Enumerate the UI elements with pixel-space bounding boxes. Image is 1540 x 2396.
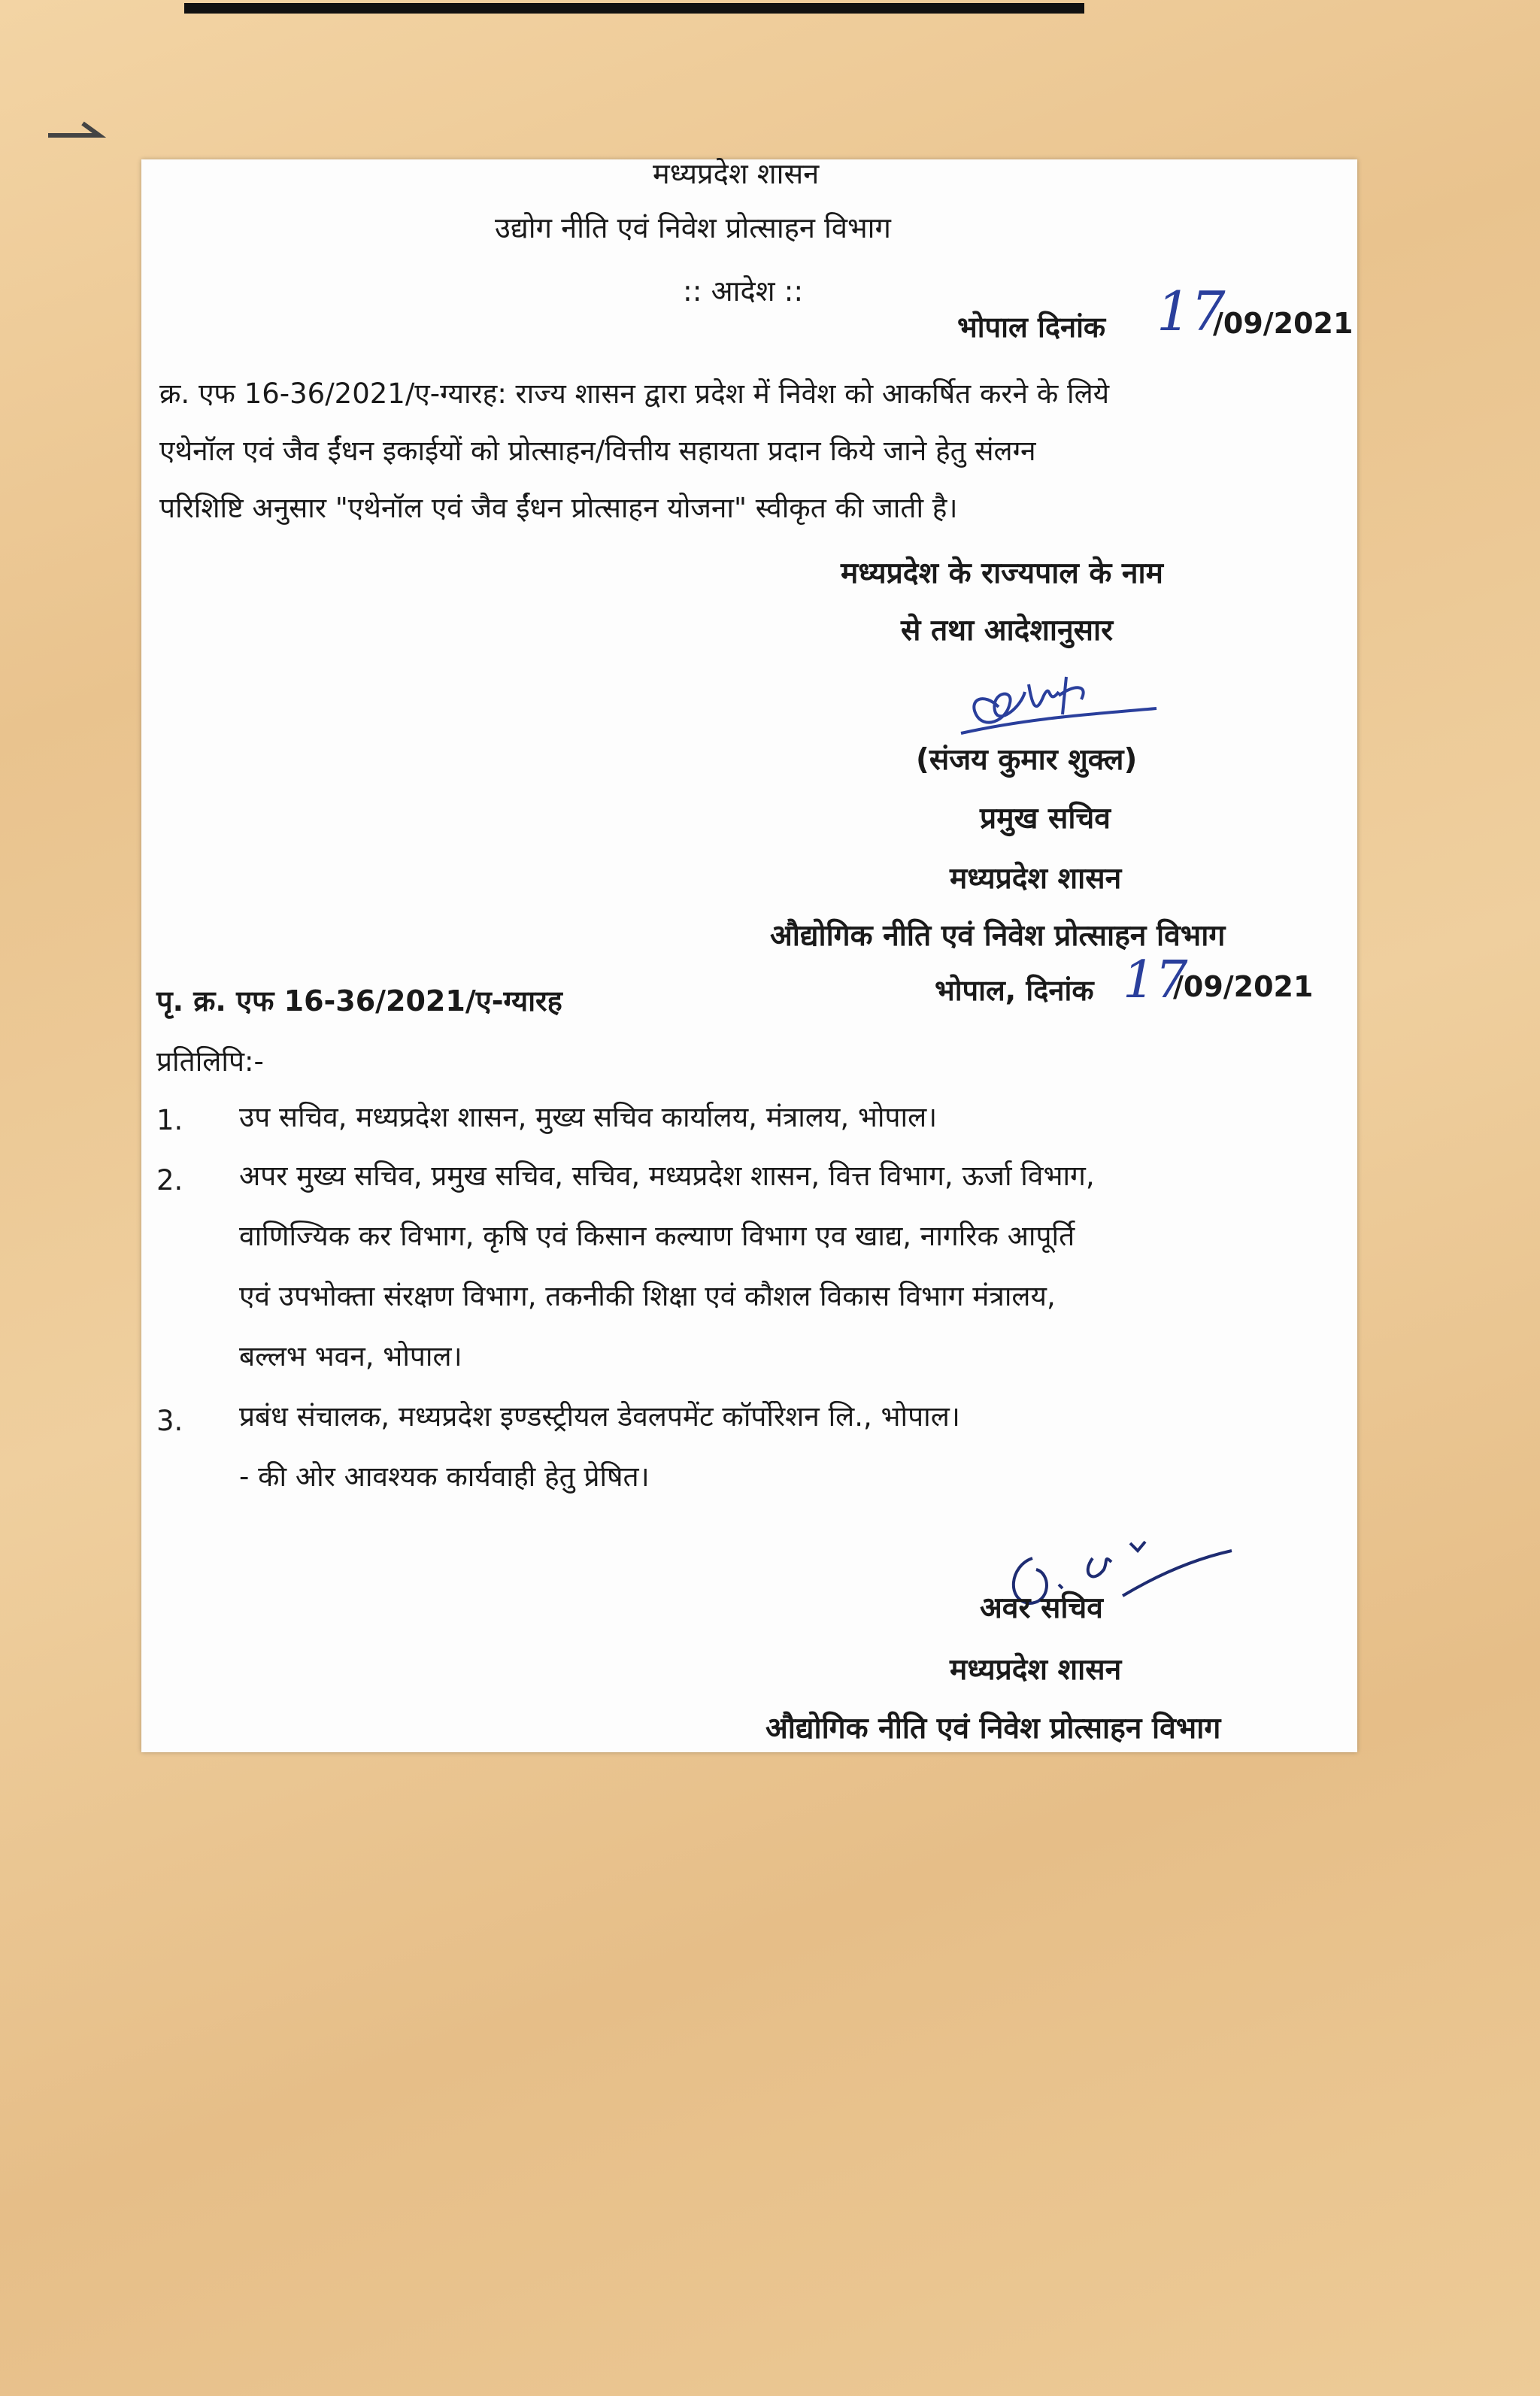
order-text-line-3: परिशिष्टि अनुसार "एथेनॉल एवं जैव ईंधन प्रोत्साहन योजना" स्वीकृत की जाती है। bbox=[159, 492, 958, 524]
copy-item-3-number: 3. bbox=[156, 1405, 183, 1437]
endorsement-ref: पृ. क्र. एफ 16-36/2021/ए-ग्यारह bbox=[156, 984, 562, 1018]
copy-item-2-line-1: अपर मुख्य सचिव, प्रमुख सचिव, सचिव, मध्यप्रदेश शासन, वित्त विभाग, ऊर्जा विभाग, bbox=[239, 1160, 1095, 1192]
corner-mark-icon bbox=[47, 120, 107, 143]
order-text-line-2: एथेनॉल एवं जैव ईंधन इकाईयों को प्रोत्साहन/वित्तीय सहायता प्रदान किये जाने हेतु संलग्न bbox=[159, 435, 1036, 467]
order-document bbox=[141, 159, 1357, 1752]
copy-item-2-number: 2. bbox=[156, 1164, 183, 1196]
order-date-year: /09/2021 bbox=[1213, 307, 1354, 340]
signatory2-department: औद्योगिक नीति एवं निवेश प्रोत्साहन विभाग bbox=[765, 1712, 1221, 1745]
signatory1-name: (संजय कुमार शुक्ल) bbox=[916, 743, 1138, 777]
signatory1-date-year: /09/2021 bbox=[1173, 970, 1314, 1003]
copy-item-2-line-2: वाणिज्यिक कर विभाग, कृषि एवं किसान कल्याण विभाग एव खाद्य, नागरिक आपूर्ति bbox=[239, 1220, 1075, 1252]
header-department: उद्योग नीति एवं निवेश प्रोत्साहन विभाग bbox=[495, 211, 891, 244]
copy-label: प्रतिलिपि:- bbox=[156, 1045, 264, 1078]
copy-item-3-text: प्रबंध संचालक, मध्यप्रदेश इण्डस्ट्रीयल डेवलपमेंट कॉर्पोरेशन लि., भोपाल। bbox=[239, 1400, 960, 1433]
copy-item-2-line-4: बल्लभ भवन, भोपाल। bbox=[239, 1340, 462, 1372]
copy-item-1-text: उप सचिव, मध्यप्रदेश शासन, मुख्य सचिव कार्यालय, मंत्रालय, भोपाल। bbox=[239, 1101, 938, 1133]
order-date-day-handwritten: 17 bbox=[1157, 280, 1226, 343]
signatory1-government: मध्यप्रदेश शासन bbox=[950, 862, 1122, 896]
top-black-bar bbox=[184, 3, 1084, 14]
authority-line-1: मध्यप्रदेश के राज्यपाल के नाम bbox=[841, 557, 1163, 590]
copy-item-1-number: 1. bbox=[156, 1104, 183, 1136]
signatory1-date-day-handwritten: 17 bbox=[1123, 951, 1188, 1010]
copy-item-2-line-3: एवं उपभोक्ता संरक्षण विभाग, तकनीकी शिक्षा एवं कौशल विकास विभाग मंत्रालय, bbox=[239, 1280, 1056, 1312]
authority-line-2: से तथा आदेशानुसार bbox=[901, 614, 1114, 648]
signatory1-department: औद्योगिक नीति एवं निवेश प्रोत्साहन विभाग bbox=[770, 919, 1226, 953]
signatory1-place-date-label: भोपाल, दिनांक bbox=[935, 974, 1094, 1007]
signatory2-designation: अवर सचिव bbox=[980, 1591, 1103, 1625]
forward-note: - की ओर आवश्यक कार्यवाही हेतु प्रेषित। bbox=[239, 1460, 650, 1493]
order-place-date-label: भोपाल दिनांक bbox=[957, 311, 1106, 344]
signature-principal-secretary bbox=[938, 662, 1164, 745]
order-text-line-1: क्र. एफ 16-36/2021/ए-ग्यारह: राज्य शासन द्वारा प्रदेश में निवेश को आकर्षित करने के लिये bbox=[159, 378, 1110, 410]
order-title: :: आदेश :: bbox=[683, 274, 804, 308]
signatory1-designation: प्रमुख सचिव bbox=[980, 802, 1111, 836]
header-government: मध्यप्रदेश शासन bbox=[653, 157, 820, 190]
signatory2-government: मध्यप्रदेश शासन bbox=[950, 1653, 1122, 1687]
